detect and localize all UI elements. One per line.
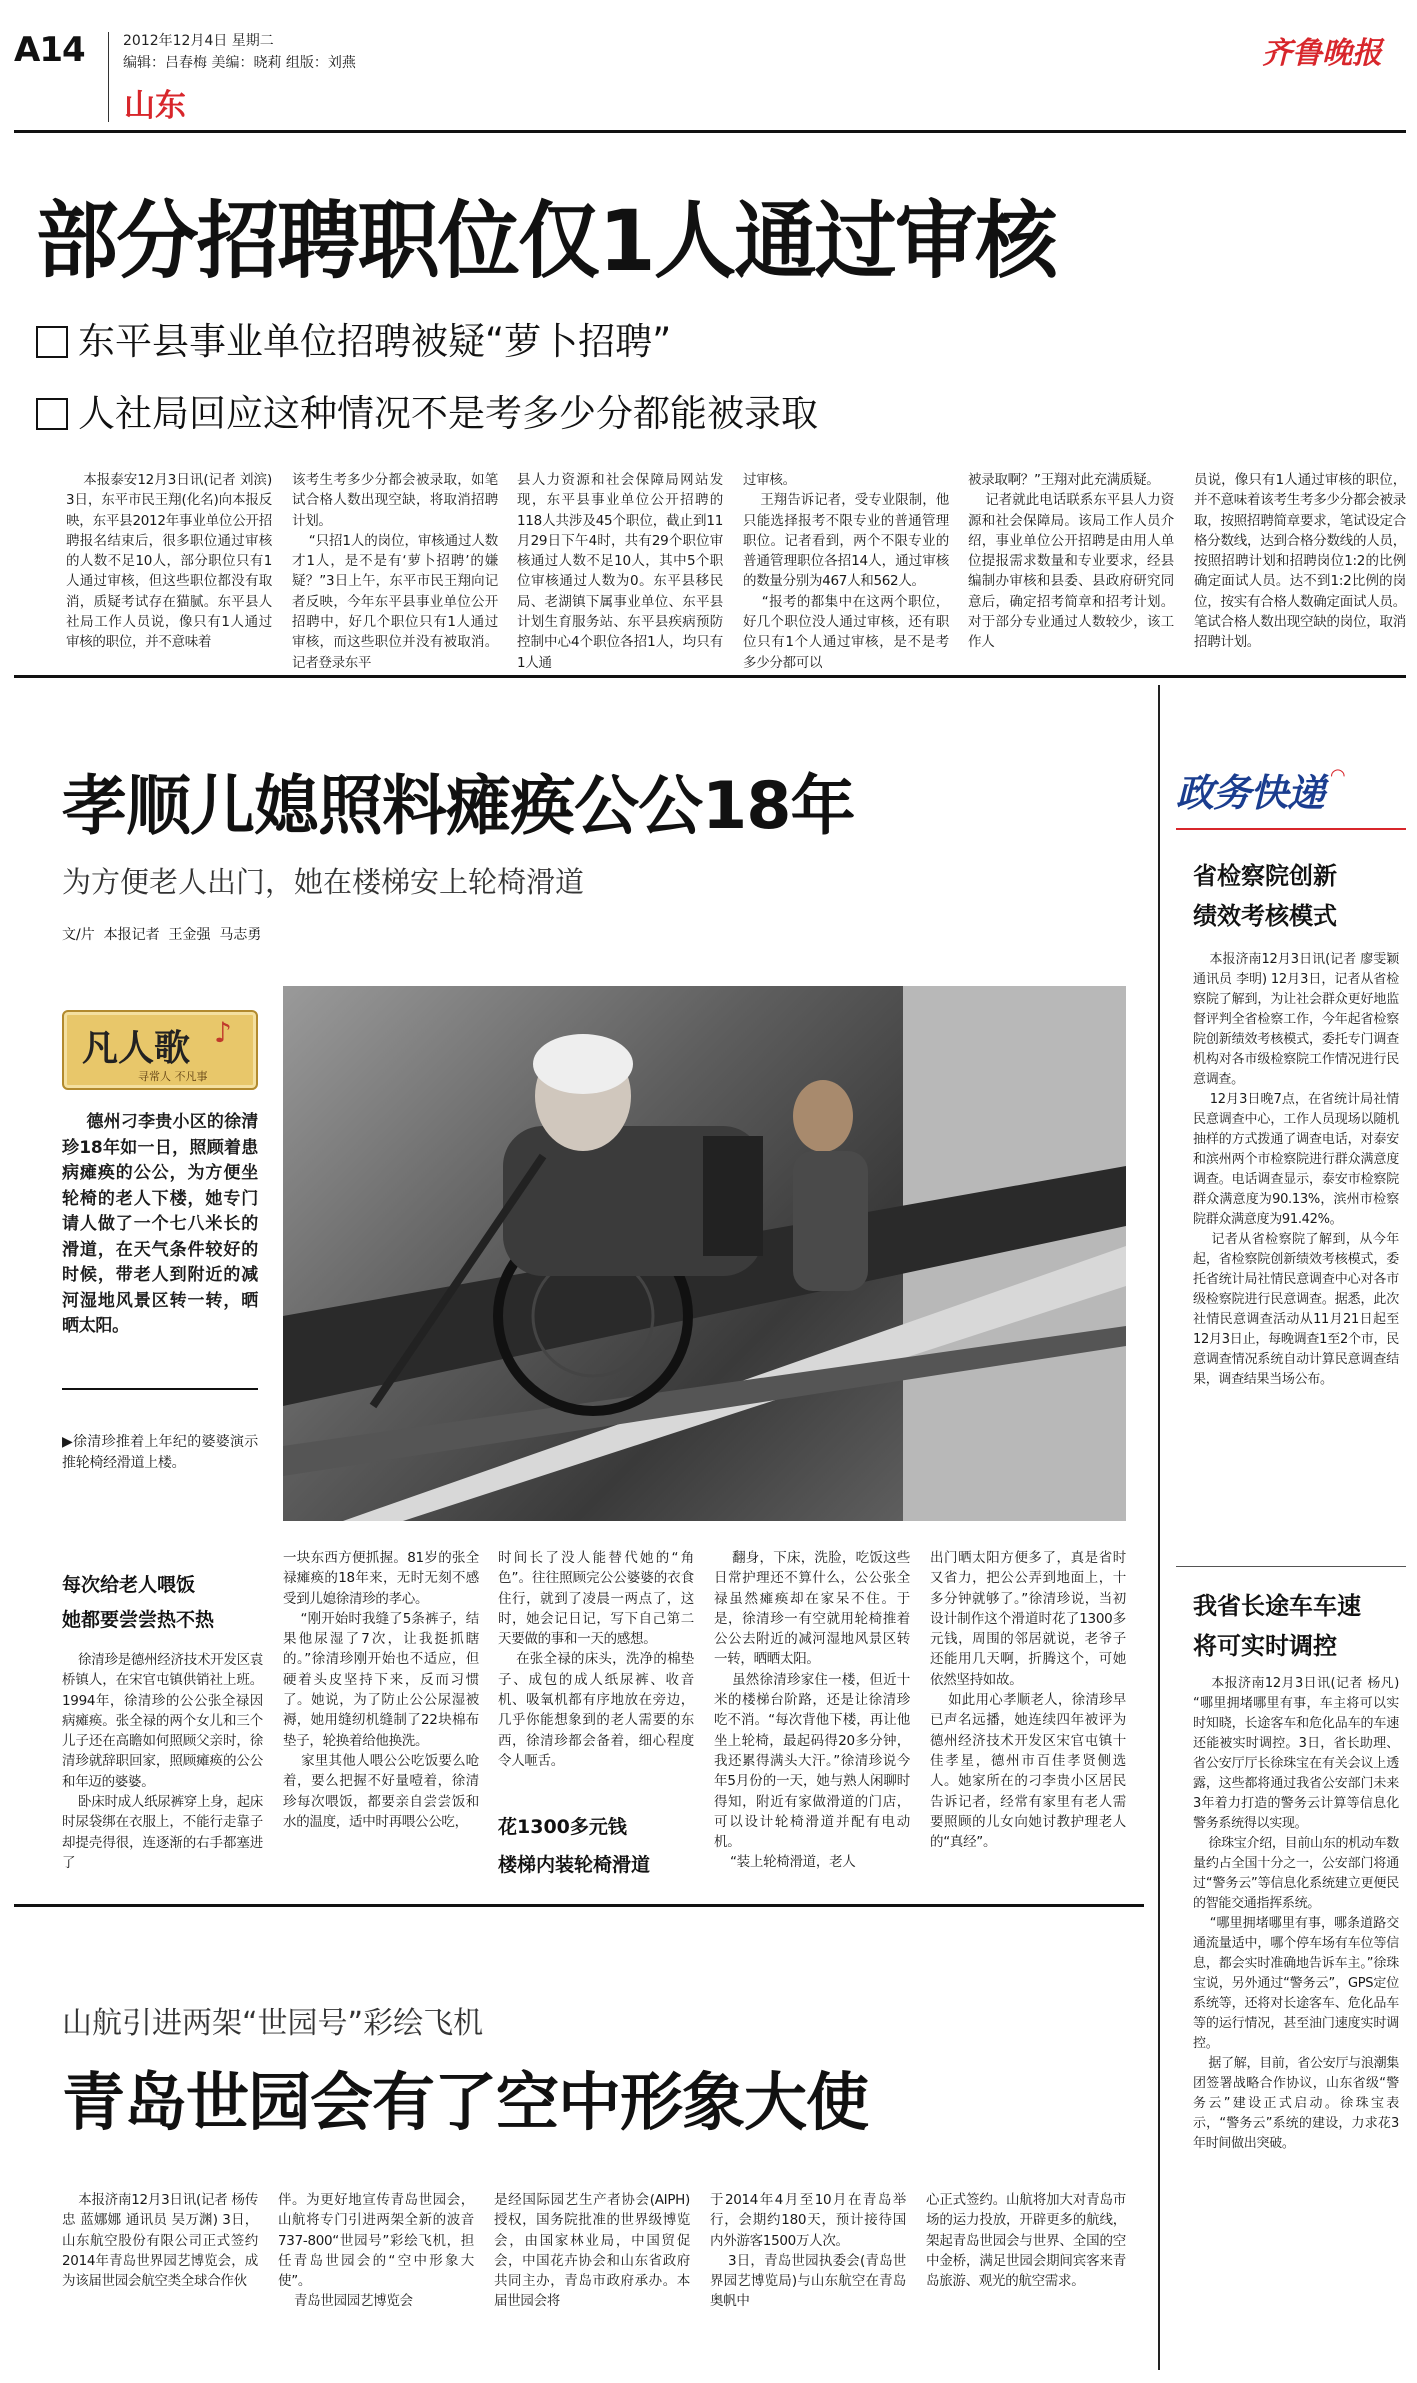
sidebar-badge-rule: [1176, 828, 1406, 830]
story1-column-6: 员说，像只有1人通过审核的职位，并不意味着该考生考多少分都会被录取，按照招聘简章要求，笔试设定合格分数线，达到合格分数线的人员，按照招聘计划和招聘岗位1:2的比例确定面试人员。达不到1:2比例的岗位，按实有合格人数确定面试人员。笔试合格人数出现空缺的岗位，取消招聘计划。: [1194, 472, 1406, 651]
story2-subhead2-a: 花1300多元钱: [498, 1816, 627, 1838]
story2-deck: 为方便老人出门，她在楼梯安上轮椅滑道: [62, 865, 585, 899]
wifi-signal-icon: ◠: [1330, 764, 1346, 786]
story1-column-2: 该考生考多少分都会被录取，如笔试合格人数出现空缺，将取消招聘计划。 “只招1人的岗位，审核通过人数才1人，是不是有‘萝卜招聘’的嫌疑？”3日上午，东平市民王翔向记者反映，今年东平县事业单位公开招聘中，好几个职位只有1人通过审核，而这些职位并没有被取消。记者登录东平: [292, 472, 498, 671]
story3-column-5: 心正式签约。山航将加大对青岛市场的运力投放，开辟更多的航线，架起青岛世园会与世界、全国的空中金桥，满足世园会期间宾客来青岛旅游、观光的航空需求。: [926, 2192, 1126, 2290]
story1-headline: 部分招聘职位仅1人通过审核: [36, 192, 1056, 290]
sidebar-item1-body: 本报济南12月3日讯(记者 廖雯颖 通讯员 李明) 12月3日，记者从省检察院了解到，为让社会群众更好地监督评判全省检察工作，今年起省检察院创新绩效考核模式，委托专门调查机构对各市级检察院工作情况进行民意调查。 12月3日晚7点，在省统计局社情民意调查中心，工作人员现场以随机抽样的方式拨通了调查电话，对泰安和滨州两个市检察院进行群众满意度调查。电话调查显示，泰安市检察院群众满意度为90.13%，滨州市检察院群众满意度为91.42%。 记者从省检察院了解到，从今年起，省检察院创新绩效考核模式，委托省统计局社情民意调查中心对各市级检察院进行民意调查。据悉，此次社情民意调查活动从11月21日起至12月3日止，每晚调查1至2个市，民意调查情况系统自动计算民意调查结果，调查结果当场公布。: [1193, 952, 1399, 1387]
story1-deck2: [36, 390, 818, 438]
story3-column-1: 本报济南12月3日讯(记者 杨传忠 蓝娜娜 通讯员 吴万渊) 3日，山东航空股份有限公司正式签约2014年青岛世界园艺博览会，成为该届世园会航空类全球合作伙: [62, 2192, 258, 2290]
sidebar-item1-title-b: 绩效考核模式: [1193, 902, 1337, 930]
story2-column-2: 一块东西方便抓握。81岁的张全禄瘫痪的18年来，无时无刻不感受到儿媳徐清珍的孝心。 “刚开始时我缝了5条裤子，结果他尿湿了7次，让我挺抓瞎的。”徐清珍刚开始也不适应，但硬着头皮坚持下来，反而习惯了。她说，为了防止公公尿湿被褥，她用缝纫机缝制了22块棉布垫子，轮换着给他换洗。 家里其他人喂公公吃饭要么呛着，要么把握不好量噎着，徐清珍每次喂饭，都要亲自尝尝饭和水的温度，适中时再喂公公吃，: [283, 1550, 479, 1830]
story3-kicker: 山航引进两架“世园号”彩绘飞机: [62, 2006, 484, 2041]
sidebar-separator: [1176, 1566, 1406, 1567]
story3-column-3: 是经国际园艺生产者协会(AIPH)授权，国务院批准的世界级博览会，由国家林业局，中国贸促会，中国花卉协会和山东省政府共同主办，青岛市政府承办。本届世园会将: [494, 2192, 690, 2310]
sidebar-divider: [1158, 685, 1160, 2370]
story2-subhead1-b: 她都要尝尝热不热: [62, 1609, 215, 1631]
music-note-icon: ♪: [214, 1016, 232, 1049]
story2-column-3: 时间长了没人能替代她的“角色”。往往照顾完公公婆婆的衣食住行，就到了凌晨一两点了，这时，她会记日记，写下自己第二天要做的事和一天的感想。 在张全禄的床头，洗净的棉垫子、成包的成人纸尿裤、收音机、吸氧机都有序地放在旁边，几乎你能想象到的老人需要的东西，徐清珍都会备着，细心程度令人咂舌。: [498, 1550, 694, 1769]
story1-column-4: 过审核。 王翔告诉记者，受专业限制，他只能选择报考不限专业的普通管理职位。记者看到，两个不限专业的普通管理职位各招14人，通过审核的数量分别为467人和562人。 “报考的都集中在这两个职位，好几个职位没人通过审核，还有职位只有1个人通过审核，是不是考多少分都可以: [743, 472, 950, 671]
story2-bottom-rule: [14, 1904, 1144, 1907]
checkbox-square-icon: [36, 326, 68, 358]
story3-headline: 青岛世园会有了空中形象大使: [62, 2066, 868, 2139]
story1-column-1: 本报泰安12月3日讯(记者 刘滨) 3日，东平市民王翔(化名)向本报反映，东平县2012年事业单位公开招聘报名结束后，很多职位通过审核的人数不足10人，部分职位只有1人通过审核，但这些职位都没有取消，质疑考试存在猫腻。东平县人社局工作人员说，像只有1人通过审核的职位，并不意味着: [66, 472, 277, 651]
sidebar-item2-title-a: 我省长途车车速: [1193, 1592, 1361, 1620]
story3-column-2: 伴。为更好地宣传青岛世园会，山航将专门引进两架全新的波音737-800“世园号”彩绘飞机，担任青岛世园会的“空中形象大使”。 青岛世园园艺博览会: [278, 2192, 474, 2310]
photo-illustration: [283, 986, 1126, 1521]
story2-lead: 德州刁李贵小区的徐清珍18年如一日，照顾着患病瘫痪的公公，为方便坐轮椅的老人下楼，她专门请人做了一个七八米长的滑道，在天气条件较好的时候，带老人到附近的减河湿地风景区转一转，晒晒太阳。: [62, 1112, 258, 1336]
story1-deck2-text: 人社局回应这种情况不是考多少分都能被录取: [78, 392, 818, 435]
story2-column-5: 出门晒太阳方便多了，真是省时又省力，把公公弄到地面上，十多分钟就够了。”徐清珍说，当初设计制作这个滑道时花了1300多元钱，周围的邻居就说，老爷子还能用几天啊，折腾这个，可她依然坚持如故。 如此用心孝顺老人，徐清珍早已声名远播，她连续四年被评为德州经济技术开发区宋官屯镇十佳孝星，德州市百佳孝贤侧选人。她家所在的刁李贵小区居民告诉记者，经常有家里有老人需要照顾的儿女向她讨教护理老人的“真经”。: [930, 1550, 1126, 1851]
wheelchair-ramp-photo: [283, 986, 1126, 1521]
page-number: A14: [14, 30, 85, 70]
column-badge: [62, 1010, 258, 1090]
sidebar-item1-title-a: 省检察院创新: [1193, 862, 1337, 890]
story1-column-3: 县人力资源和社会保障局网站发现，东平县事业单位公开招聘的118人共涉及45个职位，截止到11月29日下午4时，共有29个职位审核通过人数不足10人，其中5个职位审核通过人数为0。东平县移民局、老湖镇下属事业单位、东平县计划生育服务站、东平县疾病预防控制中心4个职位各招1人，均只有1人通: [517, 472, 723, 671]
story2-column-4: 翻身，下床，洗脸，吃饭这些日常护理还不算什么，公公张全禄虽然瘫痪却在家呆不住。于是，徐清珍一有空就用轮椅推着公公去附近的减河湿地风景区转一转，晒晒太阳。 虽然徐清珍家住一楼，但近十米的楼梯台阶路，还是让徐清珍吃不消。“每次背他下楼，再让他坐上轮椅，最起码得20多分钟，我还累得满头大汗。”徐清珍说今年5月份的一天，她与熟人闲聊时得知，附近有家做滑道的门店，可以设计轮椅滑道并配有电动机。 “装上轮椅滑道，老人: [714, 1550, 910, 1871]
checkbox-square-icon: [36, 398, 68, 430]
masthead-rule: [14, 130, 1406, 133]
story2-column-1: 徐清珍是德州经济技术开发区袁桥镇人，在宋官屯镇供销社上班。1994年，徐清珍的公公张全禄因病瘫痪。张全禄的两个女儿和三个儿子还在高瞻如何照顾父亲时，徐清珍就辞职回家，照顾瘫痪的公公和年迈的婆婆。 卧床时成人纸尿裤穿上身，起床时尿袋绑在衣服上，不能行走靠子却提壳得很，连逐渐的右手都塞进了: [62, 1652, 263, 1871]
column-badge-sub: 寻常人 不凡事: [138, 1070, 208, 1083]
masthead-divider: [108, 32, 109, 122]
sidebar-badge-text: 政务快递: [1176, 770, 1325, 815]
date-line: 2012年12月4日 星期二: [123, 33, 274, 49]
story2-subhead2-b: 楼梯内装轮椅滑道: [498, 1854, 651, 1876]
story1-deck1-text: 东平县事业单位招聘被疑“萝卜招聘”: [78, 320, 672, 363]
story2-byline: 文/片 本报记者 王金强 马志勇: [62, 927, 262, 943]
sidebar-item2-title-b: 将可实时调控: [1193, 1632, 1337, 1660]
story2-lead-rule: [62, 1388, 258, 1390]
sidebar-badge: [1176, 760, 1384, 818]
story2-headline: 孝顺儿媳照料瘫痪公公18年: [62, 769, 855, 844]
story1-column-5: 被录取啊？”王翔对此充满质疑。 记者就此电话联系东平县人力资源和社会保障局。该局工作人员介绍，事业单位公开招聘是由用人单位提报需求数量和专业要求，经县编制办审核和县委、县政府研究同意后，确定招考简章和招考计划。对于部分专业通过人数较少，该工作人: [968, 472, 1174, 651]
section-name: 山东: [124, 88, 186, 124]
story3-column-4: 于2014年4月至10月在青岛举行，会期约180天，预计接待国内外游客1500万人次。 3日，青岛世园执委会(青岛世界园艺博览局)与山东航空在青岛奥帆中: [710, 2192, 906, 2310]
column-badge-title: 凡人歌: [82, 1027, 191, 1069]
sidebar-item2-body: 本报济南12月3日讯(记者 杨凡) “哪里拥堵哪里有事，车主将可以实时知晓，长途客车和危化品车的车速还能被实时调控。3日，省长助理、省公安厅厅长徐珠宝在有关会议上透露，这些都将通过我省公安部门未来3年着力打造的警务云计算等信息化警务系统得以实现。 徐珠宝介绍，目前山东的机动车数量约占全国十分之一，公安部门将通过“警务云”等信息化系统建立更便民的智能交通指挥系统。 “哪里拥堵哪里有事，哪条道路交通流量适中，哪个停车场有车位等信息，都会实时准确地告诉车主。”徐珠宝说，另外通过“警务云”，GPS定位系统等，还将对长途客车、危化品车等的运行情况，甚至油门速度实时调控。 据了解，目前，省公安厅与浪潮集团签署战略合作协议，山东省级“警务云”建设正式启动。徐珠宝表示，“警务云”系统的建设，力求花3年时间做出突破。: [1193, 1676, 1399, 2151]
paper-logo: 齐鲁晚报: [1262, 36, 1382, 71]
photo-caption: ▶徐清珍推着上年纪的婆婆演示推轮椅经滑道上楼。: [62, 1434, 258, 1471]
story2-subhead1-a: 每次给老人喂饭: [62, 1574, 196, 1596]
story1-deck1: [36, 318, 671, 366]
editor-line: 编辑：吕春梅 美编：晓莉 组版：刘燕: [123, 55, 356, 71]
story1-bottom-rule: [14, 675, 1406, 678]
